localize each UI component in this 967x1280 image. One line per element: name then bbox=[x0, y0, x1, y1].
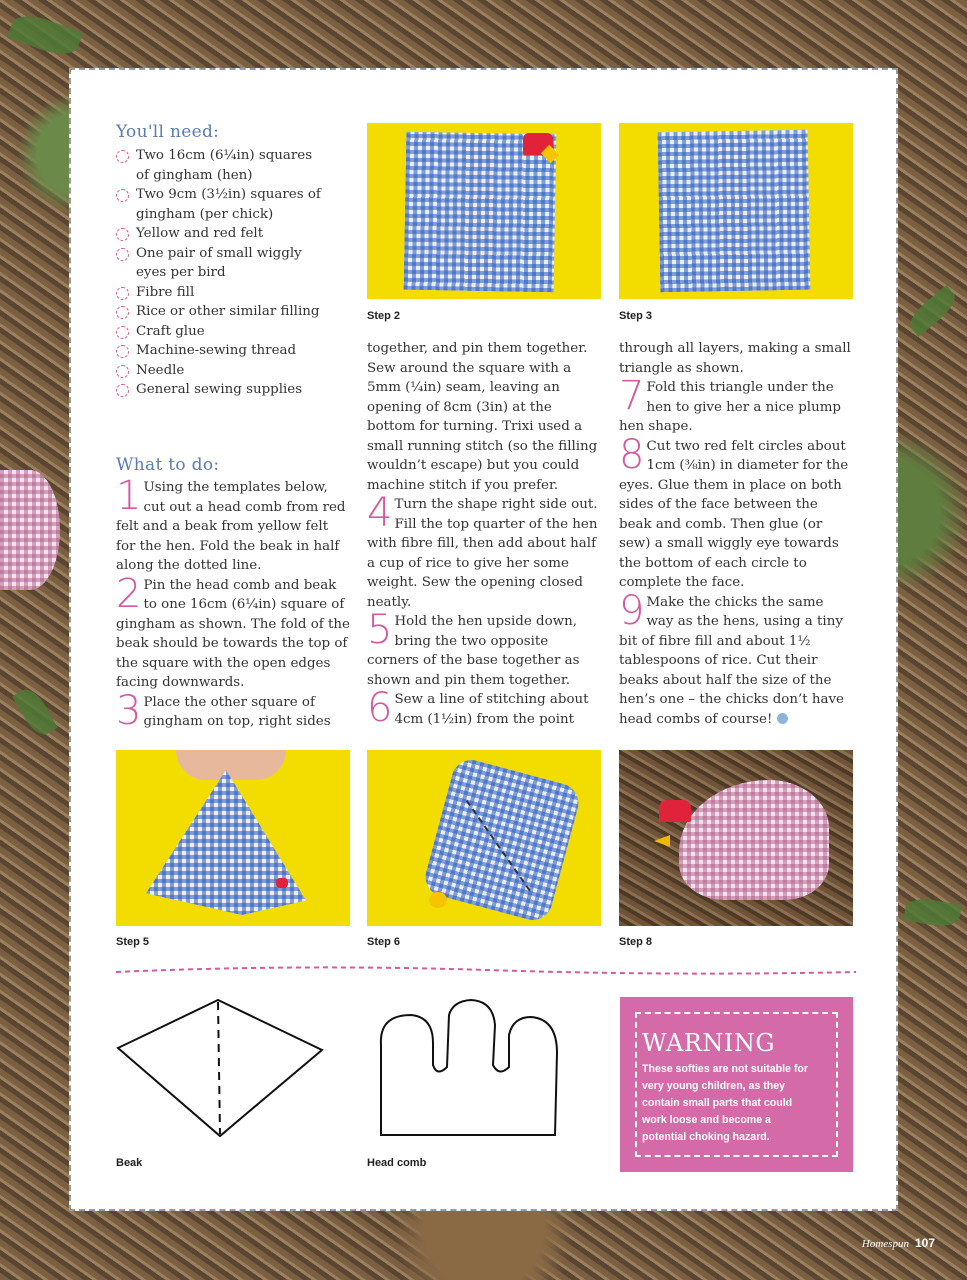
step-5: 5 Hold the hen upside down, bring the two opposite corners of the base together as shown and pin them together. bbox=[367, 607, 580, 688]
step-6-continued: through all layers, making a small triangle as shown. bbox=[619, 341, 851, 376]
step-7: 7 Fold this triangle under the hen to give her a nice plump hen shape. bbox=[619, 373, 841, 434]
step-1: 1 Using the templates below, cut out a head comb from red felt and a beak from yellow felt for the hen. Fold the beak in half along the dotted line. bbox=[116, 473, 346, 573]
list-item: Two 16cm (6¼in) squares of gingham (hen) bbox=[116, 146, 326, 185]
hand-shape bbox=[176, 750, 286, 780]
list-item: One pair of small wiggly eyes per bird bbox=[116, 244, 326, 283]
red-comb-shape bbox=[276, 878, 288, 888]
head-comb-template bbox=[371, 995, 571, 1145]
step-6-caption: Step 6 bbox=[367, 936, 401, 948]
warning-box bbox=[620, 997, 853, 1172]
warning-title: WARNING bbox=[642, 1029, 776, 1057]
magazine-name: Homespun bbox=[861, 1238, 909, 1250]
step-8-photo bbox=[619, 750, 853, 926]
step-6-photo bbox=[367, 750, 601, 926]
end-mark-icon bbox=[777, 713, 788, 724]
page-folio bbox=[862, 1236, 935, 1250]
step-3-continued: together, and pin them together. Sew around the square with a 5mm (¼in) seam, leaving an opening of 8cm (3in) at the bottom for turning. Trixi used a small running stitch (so the filling wouldn’t escape) but you could machine stitch if you prefer. bbox=[367, 341, 598, 493]
materials-list bbox=[116, 146, 326, 400]
beak-caption: Beak bbox=[116, 1157, 143, 1169]
step-8-caption: Step 8 bbox=[619, 936, 653, 948]
step-5-photo bbox=[116, 750, 350, 926]
dashed-circle-bullet-icon bbox=[116, 365, 129, 378]
dashed-circle-bullet-icon bbox=[116, 287, 129, 300]
yellow-beak-shape bbox=[429, 892, 447, 908]
gingham-square bbox=[658, 130, 811, 293]
step-2-photo bbox=[367, 123, 601, 299]
background-leaf bbox=[903, 895, 962, 929]
step-9: 9 Make the chicks the same way as the hens, using a tiny bit of fibre fill and about 1½ tablespoons of rice. Cut their beaks about half the size of the hen’s one – the chicks don’t have head combs of course! bbox=[619, 587, 844, 727]
dashed-circle-bullet-icon bbox=[116, 189, 129, 202]
step-2-caption: Step 2 bbox=[367, 310, 401, 322]
page-number: 107 bbox=[914, 1236, 935, 1250]
you-need-heading: You'll need: bbox=[116, 122, 220, 142]
list-item: Rice or other similar filling bbox=[116, 302, 326, 322]
list-item: Machine-sewing thread bbox=[116, 341, 326, 361]
hen-pyramid bbox=[146, 770, 306, 915]
dashed-circle-bullet-icon bbox=[116, 326, 129, 339]
instructions-panel bbox=[69, 68, 898, 1211]
step-3-photo bbox=[619, 123, 853, 299]
background-leaf bbox=[12, 684, 58, 739]
step-2: 2 Pin the head comb and beak to one 16cm (6¼in) square of gingham as shown. The fold of the beak should be towards the top of the square with the open edges facing downwards. bbox=[116, 570, 350, 690]
list-item: Two 9cm (3½in) squares of gingham (per chick) bbox=[116, 185, 326, 224]
step-4: 4 Turn the shape right side out. Fill the top quarter of the hen with fibre fill, then add about half a cup of rice to give her some weight. Sew the opening closed neatly. bbox=[367, 490, 598, 610]
background-hen-fabric bbox=[0, 470, 60, 590]
warning-text: These softies are not suitable for very young children, as they contain small parts that could work loose and become a potential choking hazard. bbox=[642, 1063, 809, 1143]
step-5-caption: Step 5 bbox=[116, 936, 150, 948]
what-to-do-heading: What to do: bbox=[116, 455, 220, 475]
yellow-beak-shape bbox=[654, 835, 670, 847]
dashed-circle-bullet-icon bbox=[116, 150, 129, 163]
background-leaf bbox=[904, 285, 960, 337]
step-3-caption: Step 3 bbox=[619, 310, 653, 322]
wavy-divider bbox=[116, 962, 856, 978]
list-item: Yellow and red felt bbox=[116, 224, 326, 244]
red-comb-shape bbox=[659, 800, 691, 822]
list-item: Fibre fill bbox=[116, 283, 326, 303]
list-item: General sewing supplies bbox=[116, 380, 326, 400]
background-leaf bbox=[7, 9, 83, 61]
beak-template bbox=[116, 998, 326, 1138]
dashed-circle-bullet-icon bbox=[116, 228, 129, 241]
steps-column-2 bbox=[367, 339, 601, 729]
gingham-square bbox=[404, 132, 557, 293]
dashed-circle-bullet-icon bbox=[116, 345, 129, 358]
step-8: 8 Cut two red felt circles about 1cm (⅜in) in diameter for the eyes. Glue them in place on both sides of the face between the beak and comb. Then glue (or sew) a small wiggly eye towards the bottom of each circle to complete the face. bbox=[619, 431, 849, 590]
finished-hen bbox=[679, 780, 829, 900]
steps-column-1 bbox=[116, 473, 350, 734]
step-3: 3 Place the other square of gingham on top, right sides bbox=[116, 687, 331, 734]
step-6: 6 Sew a line of stitching about 4cm (1½in) from the point bbox=[367, 685, 589, 731]
dashed-circle-bullet-icon bbox=[116, 384, 129, 397]
dashed-circle-bullet-icon bbox=[116, 248, 129, 261]
head-comb-caption: Head comb bbox=[367, 1157, 427, 1169]
list-item: Needle bbox=[116, 361, 326, 381]
dashed-circle-bullet-icon bbox=[116, 306, 129, 319]
steps-column-3 bbox=[619, 339, 853, 729]
list-item: Craft glue bbox=[116, 322, 326, 342]
